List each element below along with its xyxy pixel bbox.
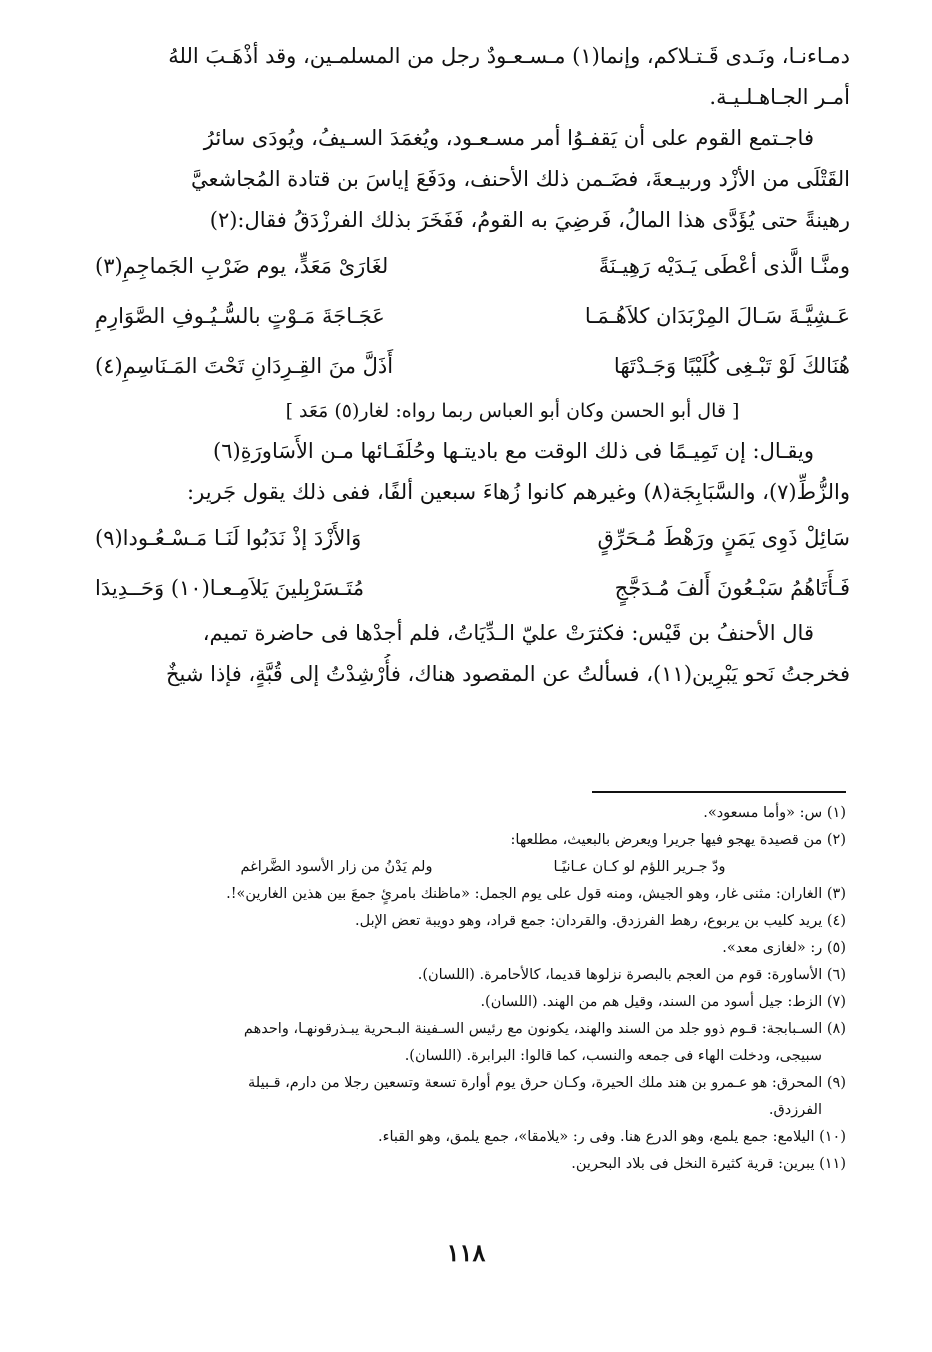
- footnote: (٧) الزط: جيل أسود من السند، وقيل هم من الهند. (اللسان).: [480, 994, 846, 1010]
- verse-first-hemistich: عَـشِيَّـةَ سَـالَ المِرْبَدَان كلاَهُـمَـا: [584, 304, 850, 328]
- poem-jarir: [95, 513, 850, 613]
- verse-second-hemistich: أَذَلَّ منَ القِـرِدَانِ تَحْتَ المَـنَاسِمِ(٤): [95, 354, 394, 378]
- page-number: ١١٨: [446, 1238, 486, 1267]
- text-line: فاجـتمع القوم على أن يَقفـوُا أمر مسـعـود، ويُغمَدَ السـيفُ، ويُودَى سائرُ: [203, 126, 814, 150]
- footnote-divider: [592, 791, 846, 793]
- footnote-continuation: الفرزدق.: [768, 1102, 822, 1118]
- poem-farazdaq: [95, 241, 850, 391]
- text-line: دمـاءنـا، ونَـدى قَـتـلاكم، وإنما(١) مـسـعـودٌ رجل من المسلمـين، وقد أذْهَـبَ اللهُ: [168, 44, 850, 68]
- poem-verse: [95, 563, 850, 613]
- verse-second-hemistich: وَالأَزْدَ إذْ نَدَبُوا لَنَـا مَـسْـعُـودا(٩): [95, 526, 362, 550]
- poem-verse: [95, 241, 850, 291]
- footnote-verse: [100, 854, 846, 881]
- verse-first-hemistich: فَـأَتَاهُمُ سَبْـعُونَ أَلفَ مُـدَجَّجٍ: [614, 576, 850, 600]
- footnote: (٤) يريد كليب بن يربوع، رهط الفرزدق. والقردان: جمع قراد، وهو دويبة تعض الإبل.: [355, 913, 846, 929]
- footnote: (١٠) اليلامع: جمع يلمع، وهو الدرع هنا. وفى ر: «يلامقا»، جمع يلمق، وهو القباء.: [378, 1129, 846, 1145]
- footnotes: [100, 800, 846, 1178]
- text-line: رهينةً حتى يُؤَدَّى هذا المالُ، فَرضِيَ به القومُ، فَفَخَرَ بذلك الفرزْدَقُ فقال:(٢): [209, 208, 850, 232]
- footnote: (٥) ر: «لغازى معد».: [722, 940, 846, 956]
- text-line: ويقـال: إن تَمِيـمًا فى ذلك الوقت مع باديتـها وحُلَفَـائها مـن الأَسَاورَةِ(٦): [212, 439, 814, 463]
- verse-first-hemistich: ومنَّـا الَّذى أعْطَى يَـدَيْه رَهِيـنَةً: [598, 254, 850, 278]
- footnote-verse-hemistich: ودّ جـرير اللؤم لو كـان عـانيًـا: [553, 859, 726, 875]
- poem-verse: [95, 291, 850, 341]
- bracketed-note: [ قال أبو الحسن وكان أبو العباس ربما رواه: لغار(٥) مَعَد ]: [285, 400, 740, 422]
- verse-second-hemistich: لغَارَىْ مَعَدٍّ، يوم ضَرْبِ الجَماجِمِ(٣): [95, 254, 389, 278]
- footnote: (٨) السـبابجة: قـوم ذوو جلد من السند والهند، يكونون مع رئيس السـفينة البـحرية يبـذرقونهـا، واحدهم: [243, 1021, 846, 1037]
- footnote: (٦) الأساورة: قوم من العجم بالبصرة نزلوها قديما، كالأحامرة. (اللسان).: [417, 967, 846, 983]
- verse-second-hemistich: مُتَـسَرْبِلينَ يَلاَمِـعـا(١٠) وَحَــدِيدَا: [95, 576, 365, 600]
- text-line: أمـر الجـاهـلـيـة.: [709, 85, 850, 109]
- footnote-continuation: سبيجى، ودخلت الهاء فى جمعه والنسب، كما قالوا: البرابرة. (اللسان).: [404, 1048, 822, 1064]
- footnote: (١١) يبرين: قرية كثيرة النخل فى بلاد البحرين.: [571, 1156, 846, 1172]
- verse-first-hemistich: هُنَالكَ لَوْ تَبْـغِى كُلَيْبًا وَجَـدْتَهَا: [613, 354, 850, 378]
- footnote: (٣) الغاران: مثنى غار، وهو الجيش، ومنه قول على يوم الجمل: «ماظنك بامرئٍ جمعَ بين هذين الغارين»!.: [226, 886, 846, 902]
- poem-verse: [95, 513, 850, 563]
- main-text: [95, 36, 850, 695]
- footnote: (٢) من قصيدة يهجو فيها جريرا ويعرض بالبعيث، مطلعها:: [510, 832, 846, 848]
- footnote-verse-hemistich: ولم يَدْنُ من زار الأسود الضَّراغم: [240, 859, 433, 875]
- footnote: (٩) المحرق: هو عـمرو بن هند ملك الحيرة، وكـان حرق يوم أوارة تسعة وتسعين رجلا من دارم، قـبيلة: [248, 1075, 846, 1091]
- footnote: (١) س: «وأما مسعود».: [703, 805, 846, 821]
- poem-verse: [95, 341, 850, 391]
- text-line: القَتْلَى من الأزْد وربيـعةَ، فضَـمن ذلك الأحنف، ودَفَعَ إياسَ بن قتادة المُجاشعيَّ: [191, 167, 850, 191]
- text-line: والزُّطِّ(٧)، والسَّبَابِجَة(٨) وغيرهم كانوا زُهاءَ سبعين ألفًا، ففى ذلك يقول جَرير:: [187, 480, 850, 504]
- text-line: فخرجتُ نَحو يَبْرِين(١١)، فسألتُ عن المقصود هناك، فأُرْشِدْتُ إلى قُبَّةٍ، فإذا شيخٌ: [165, 662, 850, 686]
- verse-second-hemistich: عَجَـاجَةَ مَـوْتٍ بالسُّـيُـوفِ الصَّوَارِمِ: [95, 304, 385, 328]
- verse-first-hemistich: سَائِلْ ذَوِى يَمَنٍ ورَهْطَ مُـحَرِّقٍ: [597, 526, 850, 550]
- text-line: قال الأحنفُ بن قَيْس: فكثرَتْ عليّ الـدِّيَاتُ، فلم أجدْها فى حاضرة تميم،: [202, 621, 814, 645]
